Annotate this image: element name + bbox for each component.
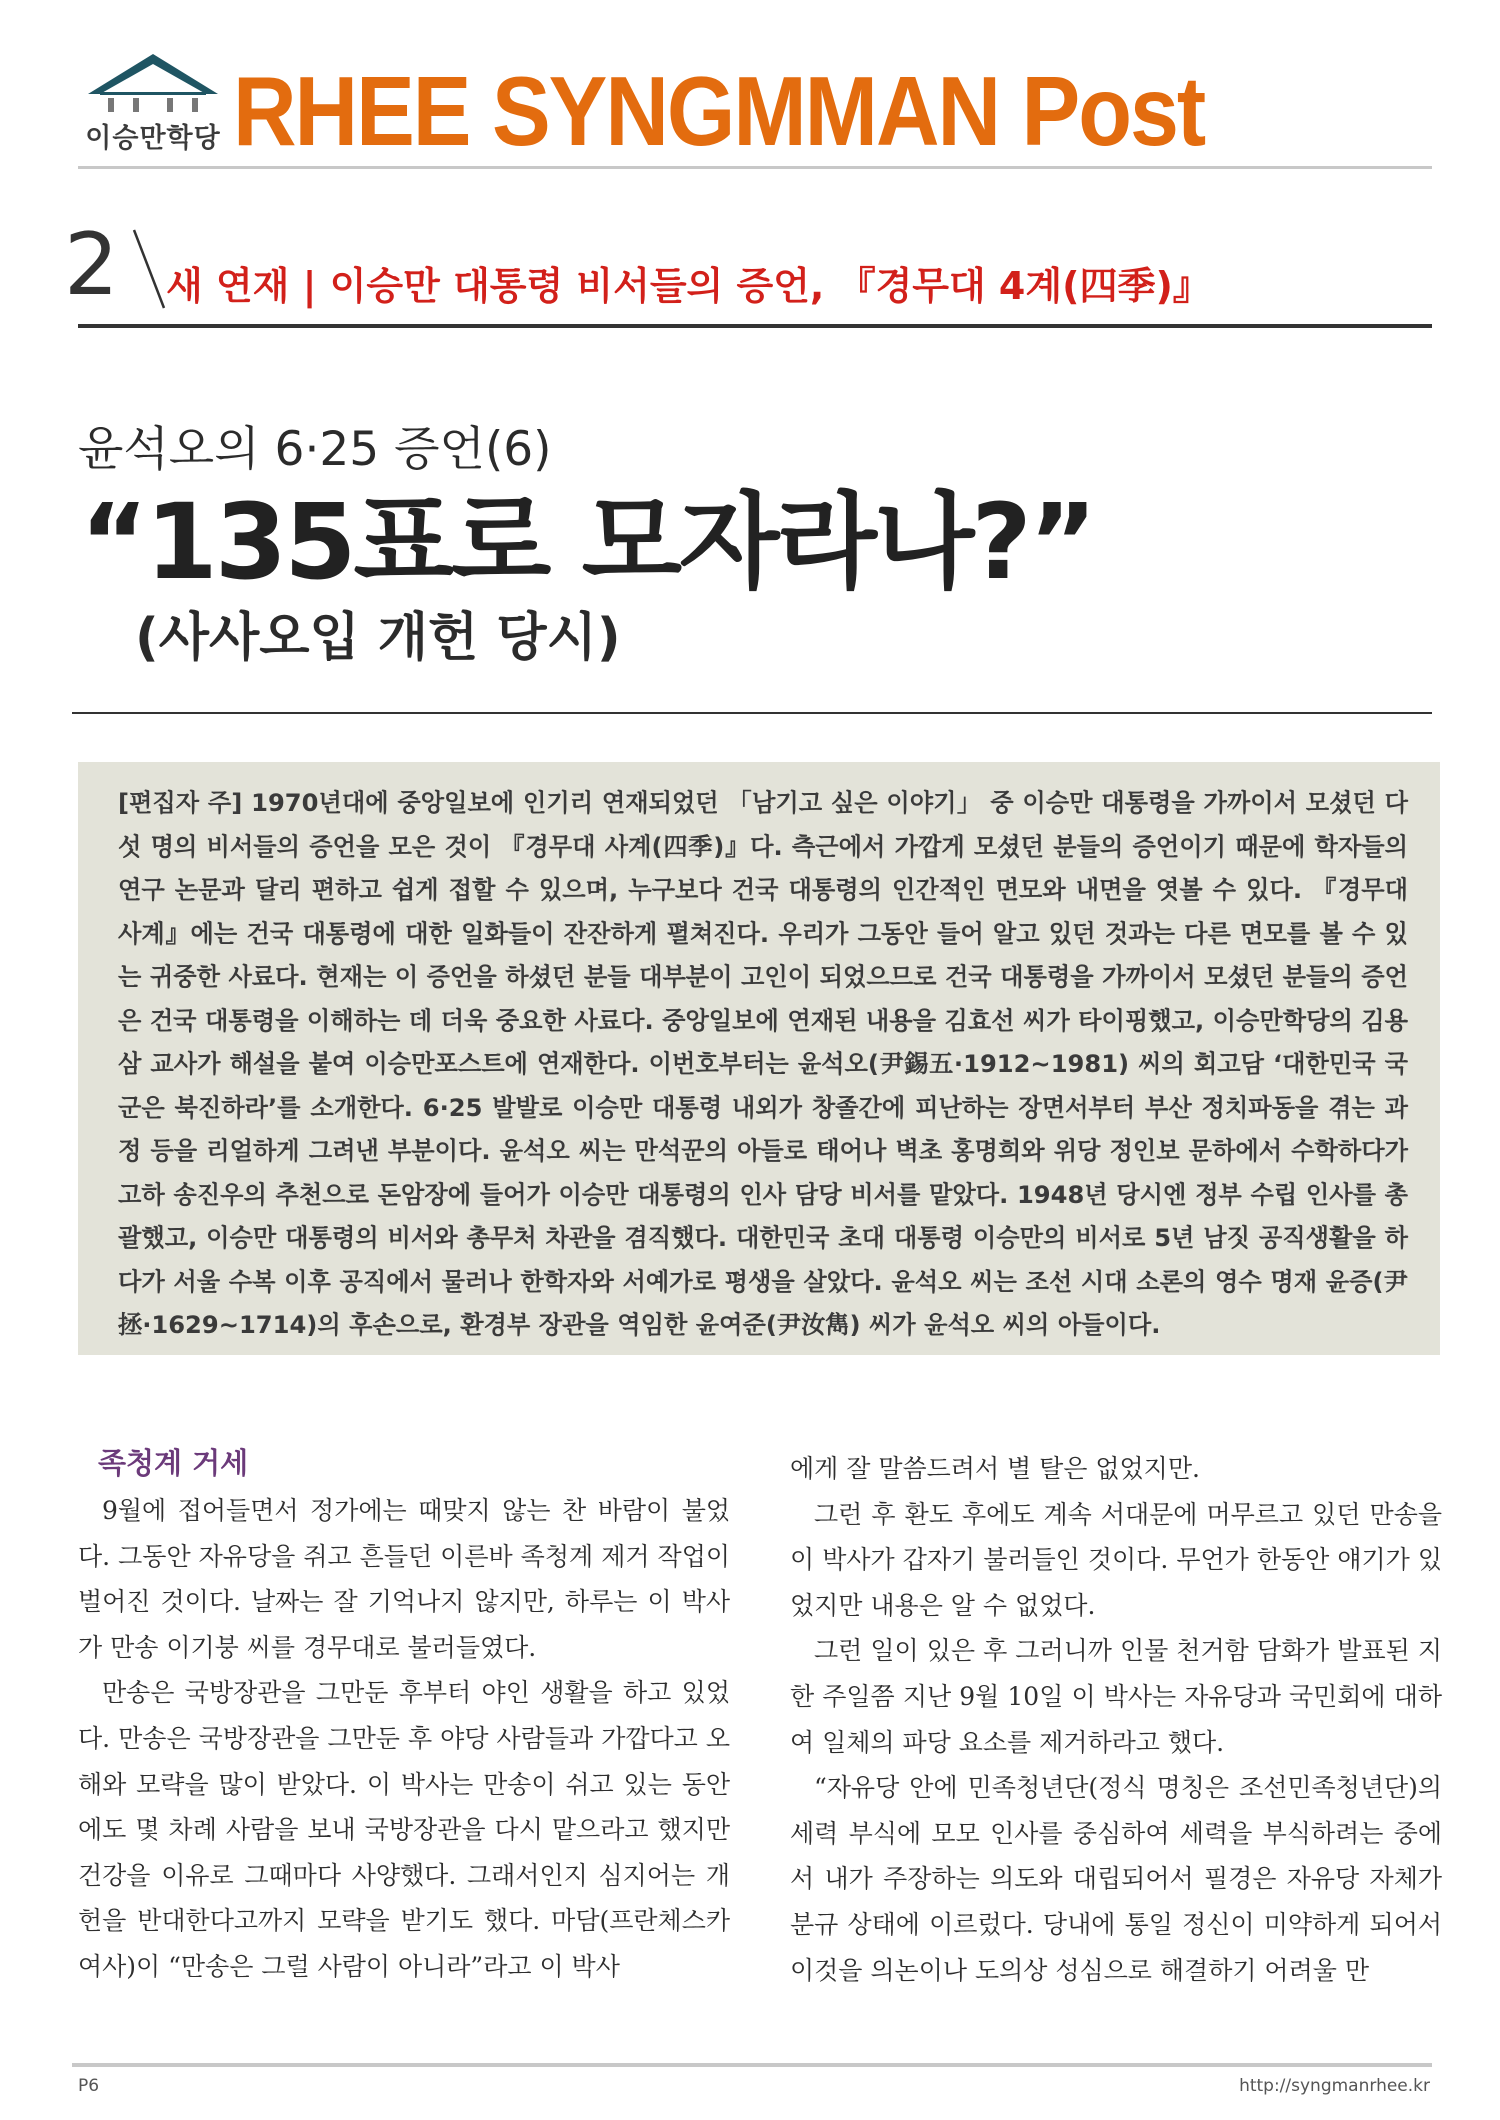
page-number: P6 (78, 2076, 100, 2096)
body-paragraph: “자유당 안에 민족청년단(정식 명칭은 조선민족청년단)의 세력 부식에 모모 인사를 중심하여 세력을 부식하려는 중에서 내가 주장하는 의도와 대립되어서 필경은 자유당 자체가 분규 상태에 이르렀다. 당내에 통일 정신이 미약하게 되어서 이것을 의논이나 도의상 성심으로 해결하기 어려울 만 (790, 1773, 1442, 1985)
body-paragraph: 9월에 접어들면서 정가에는 때맞지 않는 찬 바람이 불었다. 그동안 자유당을 쥐고 흔들던 이른바 족청계 제거 작업이 벌어진 것이다. 날짜는 잘 기억나지 않지만, 하루는 이 박사가 만송 이기붕 씨를 경무대로 불러들였다. (78, 1496, 730, 1662)
body-subheading: 족청계 거세 (98, 1446, 249, 1480)
house-icon (78, 52, 228, 122)
body-paragraph: 만송은 국방장관을 그만둔 후부터 야인 생활을 하고 있었다. 만송은 국방장관을 그만둔 후 야당 사람들과 가깝다고 오해와 모략을 많이 받았다. 이 박사는 만송이 쉬고 있는 동안에도 몇 차례 사람을 보내 국방장관을 다시 맡으라고 했지만 건강을 이유로 그때마다 사양했다. 그래서인지 심지어는 개헌을 반대한다고까지 모략을 받기도 했다. 마담(프란체스카 여사)이 “만송은 그럴 사람이 아니라”라고 이 박사 (78, 1678, 730, 1981)
body-column-left (78, 1440, 730, 1990)
publication-title: RHEE SYNGMMAN Post (233, 55, 1205, 167)
body-column-right (790, 1446, 1442, 1993)
body-paragraph: 그런 후 환도 후에도 계속 서대문에 머무르고 있던 만송을 이 박사가 갑자기 불러들인 것이다. 무언가 한동안 얘기가 있었지만 내용은 알 수 없었다. (790, 1499, 1442, 1620)
editor-note-text: [편집자 주] 1970년대에 중앙일보에 인기리 연재되었던 「남기고 싶은 이야기」 중 이승만 대통령을 가까이서 모셨던 다섯 명의 비서들의 증언을 모은 것이 『경무대 사계(四季)』다. 측근에서 가깝게 모셨던 분들의 증언이기 때문에 학자들의 연구 논문과 달리 편하고 쉽게 접할 수 있으며, 누구보다 건국 대통령의 인간적인 면모와 내면을 엿볼 수 있다. 『경무대 사계』에는 건국 대통령에 대한 일화들이 잔잔하게 펼쳐진다. 우리가 그동안 들어 알고 있던 것과는 다른 면모를 볼 수 있는 귀중한 사료다. 현재는 이 증언을 하셨던 분들 대부분이 고인이 되었으므로 건국 대통령을 가까이서 모셨던 분들의 증언은 건국 대통령을 이해하는 데 더욱 중요한 사료다. 중앙일보에 연재된 내용을 김효선 씨가 타이핑했고, 이승만학당의 김용삼 교사가 해설을 붙여 이승만포스트에 연재한다. 이번호부터는 윤석오(尹錫五·1912~1981) 씨의 회고담 ‘대한민국 국군은 북진하라’를 소개한다. 6·25 발발로 이승만 대통령 내외가 창졸간에 피난하는 장면서부터 부산 정치파동을 겪는 과정 등을 리얼하게 그려낸 부분이다. 윤석오 씨는 만석꾼의 아들로 태어나 벽초 홍명희와 위당 정인보 문하에서 수학하다가 고하 송진우의 추천으로 돈암장에 들어가 이승만 대통령의 인사 담당 비서를 맡았다. 1948년 당시엔 정부 수립 인사를 총괄했고, 이승만 대통령의 비서와 총무처 차관을 겸직했다. 대한민국 초대 대통령 이승만의 비서로 5년 남짓 공직생활을 하다가 서울 수복 이후 공직에서 물러나 한학자와 서예가로 평생을 살았다. 윤석오 씨는 조선 시대 소론의 영수 명재 윤증(尹拯·1629~1714)의 후손으로, 환경부 장관을 역임한 윤여준(尹汝雋) 씨가 윤석오 씨의 아들이다. (118, 789, 1408, 1339)
series-title: 이승만 대통령 비서들의 증언, 『경무대 4계(四季)』 (329, 264, 1211, 308)
section-divider (78, 324, 1432, 328)
section-title (166, 255, 1211, 310)
article-subhead: (사사오입 개헌 당시) (135, 608, 621, 668)
article-headline: “135표로 모자라나?” (80, 481, 1095, 603)
section-number: 2 (64, 215, 117, 315)
footer-divider (72, 2063, 1432, 2067)
body-paragraph: 에게 잘 말씀드려서 별 탈은 없었지만. (790, 1454, 1200, 1483)
editor-note-box (78, 762, 1440, 1355)
slash-divider-icon (128, 228, 168, 310)
headline-divider (72, 712, 1432, 714)
logo-wordmark: 이승만학당 (85, 123, 221, 154)
body-paragraph: 그런 일이 있은 후 그러니까 인물 천거함 담화가 발표된 지 한 주일쯤 지난 9월 10일 이 박사는 자유당과 국민회에 대하여 일체의 파당 요소를 제거하라고 했다. (790, 1636, 1442, 1757)
article-kicker: 윤석오의 6·25 증언(6) (78, 422, 552, 477)
masthead-divider (78, 166, 1432, 169)
series-separator: | (302, 264, 317, 308)
series-tag: 새 연재 (166, 264, 290, 308)
website-link[interactable]: http://syngmanrhee.kr (1239, 2076, 1430, 2096)
logo (78, 52, 228, 152)
